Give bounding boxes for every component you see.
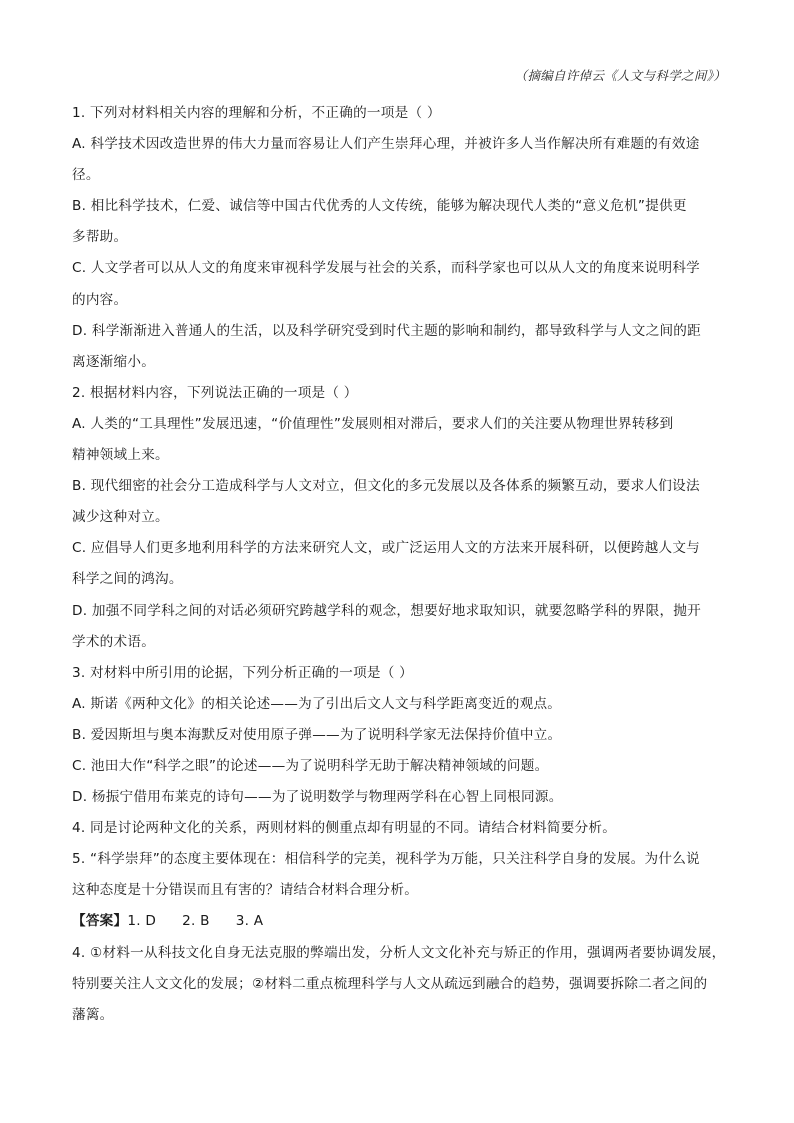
question-3-option-a: A. 斯诺《两种文化》的相关论述——为了引出后文人文与科学距离变近的观点。 xyxy=(72,695,562,712)
question-1-stem: 1. 下列对材料相关内容的理解和分析，不正确的一项是（ ） xyxy=(72,105,441,121)
question-2-option-d: D. 加强不同学科之间的对话必须研究跨越学科的观念，想要好地求取知识，就要忽略学科的界限，抛开 xyxy=(72,602,701,619)
question-1-option-d-cont: 离逐渐缩小。 xyxy=(72,353,156,370)
question-2-option-b-cont: 减少这种对立。 xyxy=(72,509,169,526)
question-5-stem-cont: 这种态度是十分错误而且有害的？请结合材料合理分析。 xyxy=(72,882,419,899)
question-1-option-b: B. 相比科学技术，仁爱、诚信等中国古代优秀的人文传统，能够为解决现代人类的“意义危机”提供更 xyxy=(72,198,687,215)
question-1-option-c: C. 人文学者可以从人文的角度来审视科学发展与社会的关系，而科学家也可以从人文的角度来说明科学 xyxy=(72,260,701,277)
question-3-option-d: D. 杨振宁借用布莱克的诗句——为了说明数学与物理两学科在心智上同根同源。 xyxy=(72,789,563,806)
question-3-option-b: B. 爱因斯坦与奥本海默反对使用原子弹——为了说明科学家无法保持价值中立。 xyxy=(72,726,562,743)
source-citation: （摘编自许倬云《人文与科学之间》） xyxy=(514,68,726,83)
question-1-option-c-cont: 的内容。 xyxy=(72,291,128,308)
question-content xyxy=(72,98,726,1031)
answer-2: 2. B xyxy=(182,913,210,930)
question-2-option-c: C. 应倡导人们更多地利用科学的方法来研究人文，或广泛运用人文的方法来开展科研，以便跨越人文与 xyxy=(72,540,701,557)
question-2-option-d-cont: 学术的术语。 xyxy=(72,633,156,650)
question-3-option-c: C. 池田大作“科学之眼”的论述——为了说明科学无助于解决精神领域的问题。 xyxy=(72,757,549,774)
answer-4-line-2: 特别要关注人文文化的发展；②材料二重点梳理科学与人文从疏远到融合的趋势，强调要拆除二者之间的 xyxy=(72,975,708,992)
answer-1: 1. D xyxy=(127,913,157,930)
question-4-stem: 4. 同是讨论两种文化的关系，两则材料的侧重点却有明显的不同。请结合材料简要分析。 xyxy=(72,820,617,837)
question-3-stem: 3. 对材料中所引用的论据，下列分析正确的一项是（ ） xyxy=(72,664,414,681)
question-1-option-b-cont: 多帮助。 xyxy=(72,229,128,246)
question-1-option-a-cont: 径。 xyxy=(72,167,100,184)
question-2-stem: 2. 根据材料内容，下列说法正确的一项是（ ） xyxy=(72,384,358,401)
question-5-stem: 5. “科学崇拜”的态度主要体现在：相信科学的完美，视科学为万能，只关注科学自身的发展。为什么说 xyxy=(72,851,700,868)
answer-4-line-3: 藩篱。 xyxy=(72,1006,114,1023)
question-1-option-a: A. 科学技术因改造世界的伟大力量而容易让人们产生崇拜心理，并被许多人当作解决所有难题的有效途 xyxy=(72,136,700,153)
answer-line xyxy=(72,906,722,937)
question-2-option-b: B. 现代细密的社会分工造成科学与人文对立，但文化的多元发展以及各体系的频繁互动，要求人们设法 xyxy=(72,478,700,495)
answer-3: 3. A xyxy=(235,913,264,930)
question-1-option-d: D. 科学渐渐进入普通人的生活，以及科学研究受到时代主题的影响和制约，都导致科学与人文之间的距 xyxy=(72,322,701,339)
answer-label: 【答案】 xyxy=(72,913,128,930)
question-2-option-a: A. 人类的“工具理性”发展迅速，“价值理性”发展则相对滞后，要求人们的关注要从物理世界转移到 xyxy=(72,415,674,432)
question-2-option-c-cont: 科学之间的鸿沟。 xyxy=(72,571,183,588)
answer-4-line-1: 4. ①材料一从科技文化自身无法克服的弊端出发，分析人文文化补充与矫正的作用，强调两者要协调发展， xyxy=(72,944,726,961)
question-2-option-a-cont: 精神领域上来。 xyxy=(72,447,169,464)
